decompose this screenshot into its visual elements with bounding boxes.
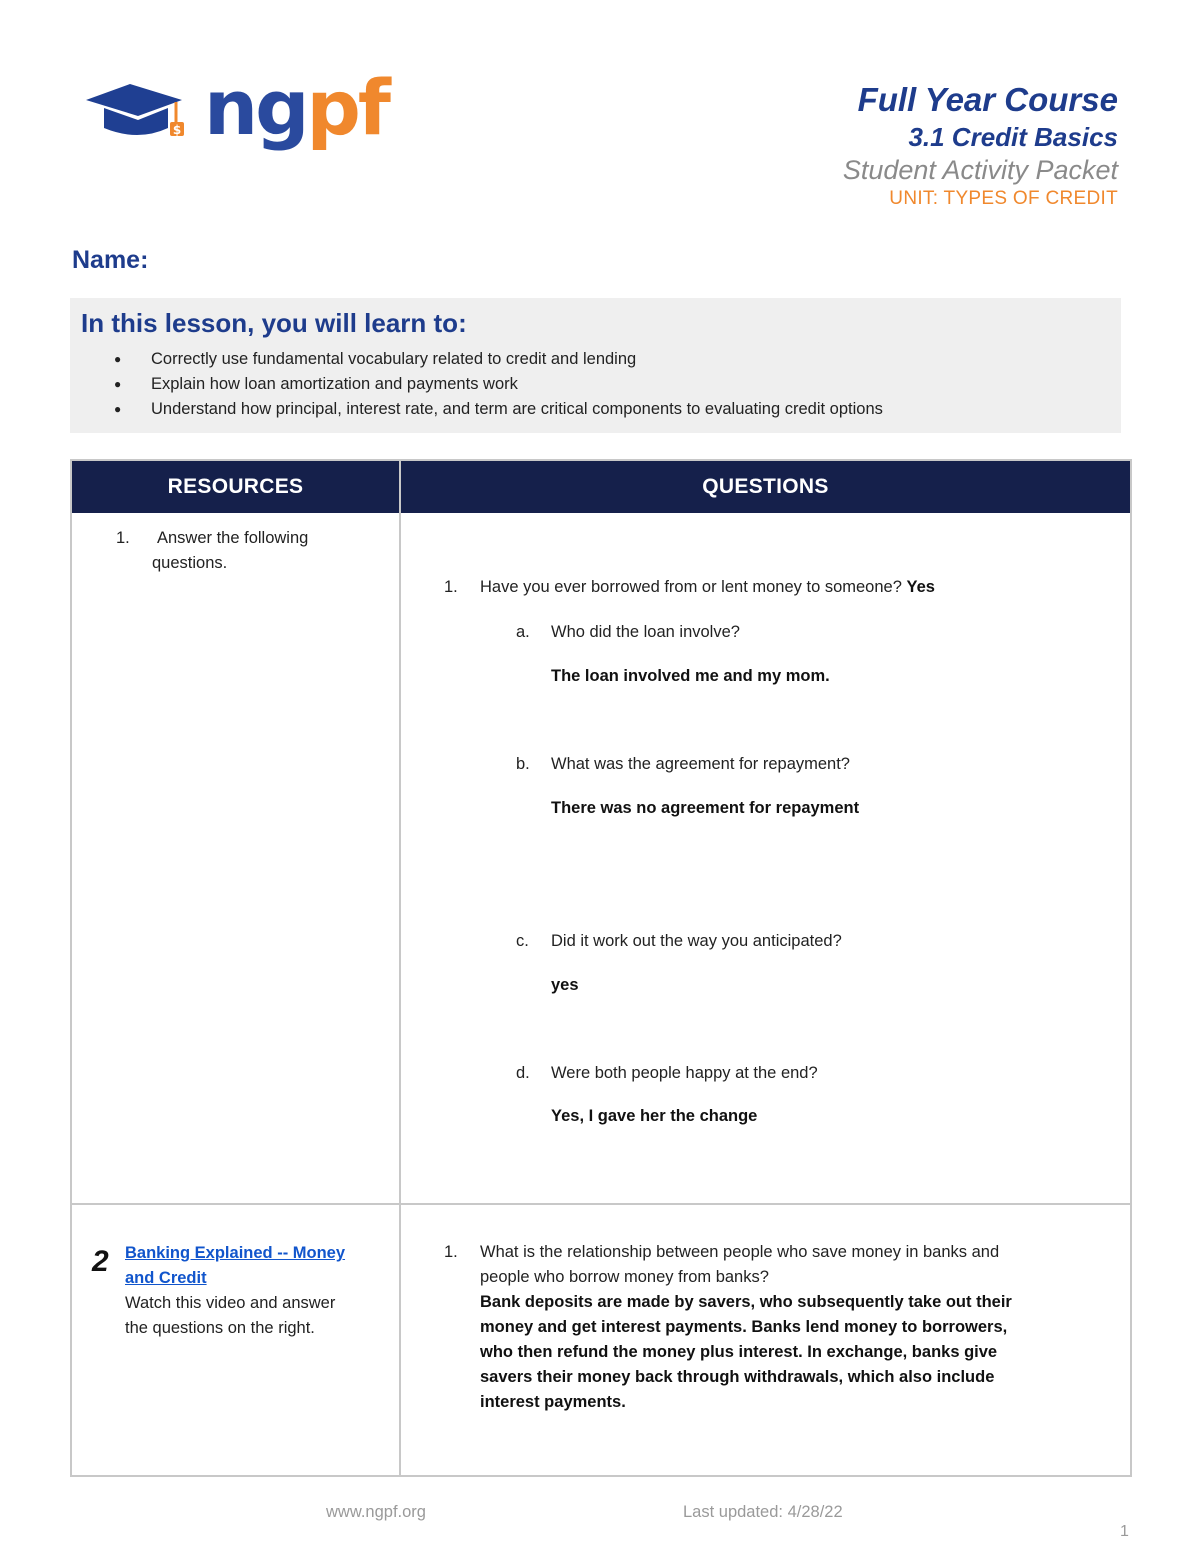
course-title: Full Year Course xyxy=(857,81,1118,118)
resource-number: 2 xyxy=(92,1245,109,1278)
answer-line: savers their money back through withdrawals, which also include xyxy=(480,1368,995,1386)
subquestion-answer: Yes, I gave her the change xyxy=(551,1107,758,1125)
question-number: 1. xyxy=(444,1243,458,1261)
answer-line: money and get interest payments. Banks lend money to borrowers, xyxy=(480,1318,1008,1336)
graduation-cap-icon xyxy=(86,76,206,160)
lesson-title: 3.1 Credit Basics xyxy=(908,122,1118,152)
resource-text: the questions on the right. xyxy=(125,1319,315,1337)
question-number: 1. xyxy=(444,578,458,596)
title-block xyxy=(843,80,1118,212)
objective-text: Explain how loan amortization and payments work xyxy=(151,375,518,393)
objective-text: Correctly use fundamental vocabulary related to credit and lending xyxy=(151,350,637,368)
resources-header: RESOURCES xyxy=(167,475,304,498)
resource-number: 1. xyxy=(116,529,130,547)
name-label: Name: xyxy=(72,246,149,274)
footer-url: www.ngpf.org xyxy=(326,1503,426,1521)
subquestion-text: Were both people happy at the end? xyxy=(551,1064,818,1082)
bullet-icon: ● xyxy=(114,377,122,391)
logo-wordmark xyxy=(204,63,388,152)
question-text xyxy=(480,575,935,600)
ngpf-logo xyxy=(86,63,388,160)
bullet-icon: ● xyxy=(114,352,122,366)
lesson-heading: In this lesson, you will learn to: xyxy=(81,308,467,338)
subquestion-text: Did it work out the way you anticipated? xyxy=(551,932,842,950)
resource-text: questions. xyxy=(152,554,228,572)
subquestion-text: What was the agreement for repayment? xyxy=(551,755,850,773)
row-divider xyxy=(72,1203,1130,1205)
resource-text: Watch this video and answer xyxy=(125,1294,336,1312)
column-divider xyxy=(399,461,401,1475)
answer-line: interest payments. xyxy=(480,1393,626,1411)
svg-text:$: $ xyxy=(172,123,182,137)
unit-label: UNIT: TYPES OF CREDIT xyxy=(889,188,1118,209)
objectives-list xyxy=(114,347,883,422)
subquestion-marker: a. xyxy=(516,623,530,641)
subquestion-marker: c. xyxy=(516,932,529,950)
lesson-objectives-box xyxy=(70,298,1121,433)
footer-updated: Last updated: 4/28/22 xyxy=(683,1503,843,1521)
subquestion-text: Who did the loan involve? xyxy=(551,623,740,641)
questions-header: QUESTIONS xyxy=(702,475,829,498)
resources-questions-table xyxy=(70,459,1132,1477)
resource-text: Answer the following xyxy=(157,529,309,547)
subquestion-marker: b. xyxy=(516,755,530,773)
question-text: people who borrow money from banks? xyxy=(480,1268,769,1286)
objective-item xyxy=(114,347,883,372)
objective-item xyxy=(114,372,883,397)
table-header-row xyxy=(72,461,1130,513)
subquestion-answer: yes xyxy=(551,976,579,994)
logo-text-pf: pf xyxy=(306,63,388,152)
answer-line: who then refund the money plus interest. In exchange, banks give xyxy=(480,1343,998,1361)
page-number: 1 xyxy=(1120,1523,1129,1540)
subquestion-answer: The loan involved me and my mom. xyxy=(551,667,830,685)
subquestion-marker: d. xyxy=(516,1064,530,1082)
packet-title: Student Activity Packet xyxy=(842,155,1118,185)
objective-item xyxy=(114,397,883,422)
logo-text-ng: ng xyxy=(204,63,307,152)
subquestion-answer: There was no agreement for repayment xyxy=(551,799,860,817)
video-link[interactable]: and Credit xyxy=(125,1269,207,1287)
question-text: What is the relationship between people who save money in banks and xyxy=(480,1243,1000,1261)
question-answer: Yes xyxy=(906,578,935,596)
question-label: Have you ever borrowed from or lent money to someone? xyxy=(480,578,902,596)
objective-text: Understand how principal, interest rate, and term are critical components to evaluating credit options xyxy=(151,400,883,418)
answer-line: Bank deposits are made by savers, who subsequently take out their xyxy=(480,1293,1012,1311)
bullet-icon: ● xyxy=(114,402,122,416)
video-link[interactable]: Banking Explained -- Money xyxy=(125,1244,346,1262)
